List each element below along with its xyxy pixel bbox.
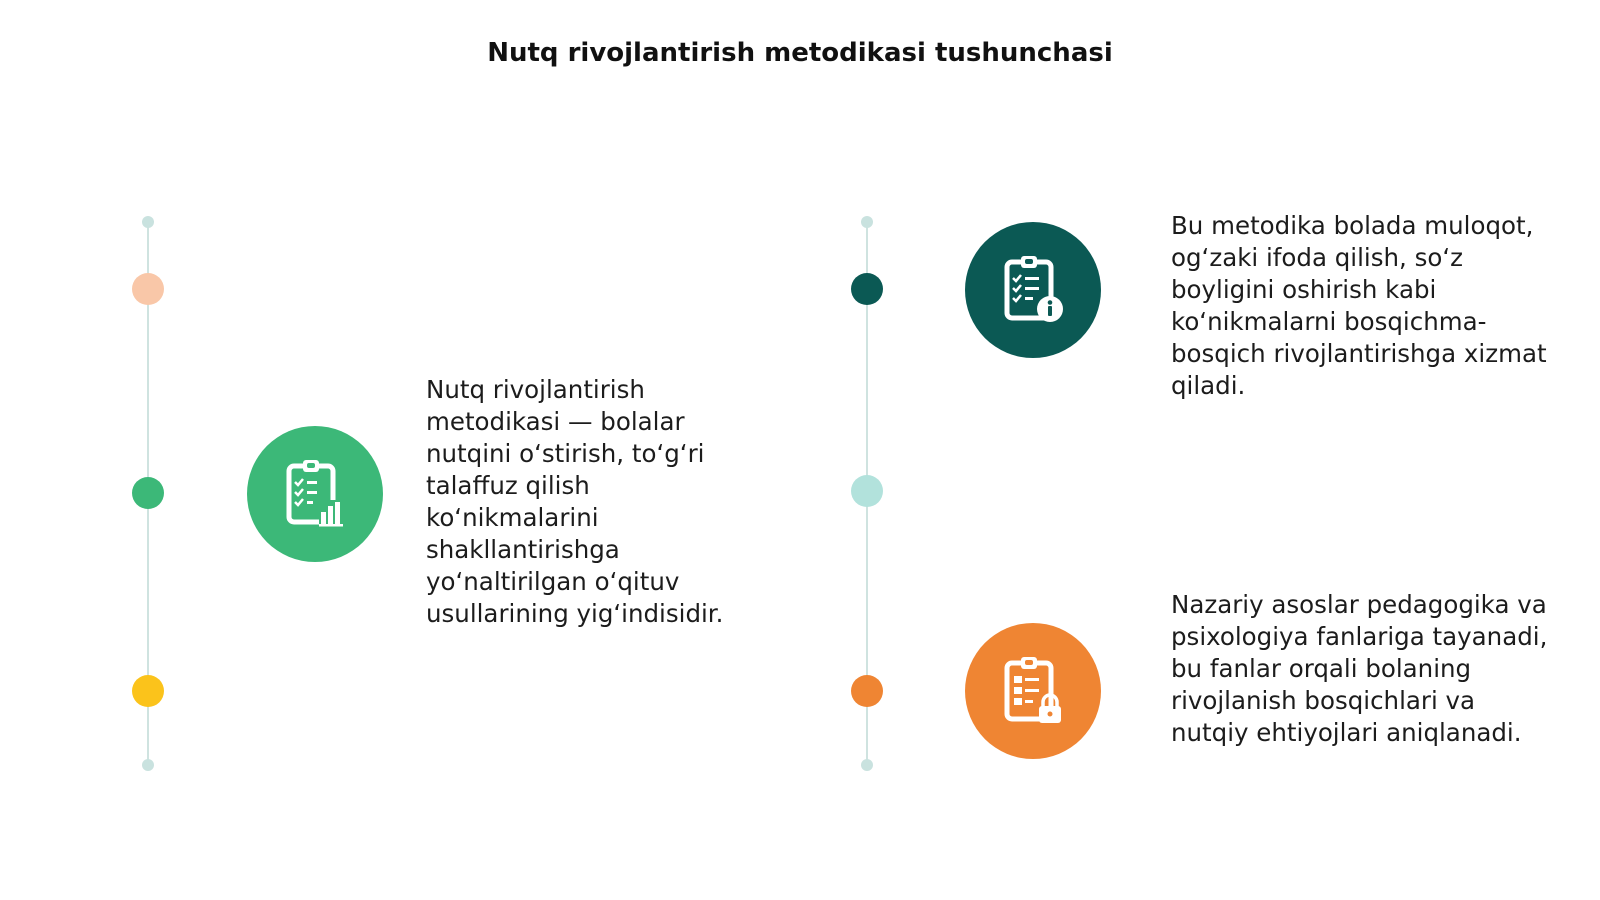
left-timeline-bottom-cap [142,759,154,771]
left-marker-green [132,477,164,509]
left-description: Nutq rivojlantirish metodikasi — bolalar nutqini o‘stirish, to‘g‘ri talaffuz qilish ko‘nikmalarini shakllantirishga yo‘naltirilgan o‘qituv usullarining yig‘indisidir. [426,375,724,628]
left-marker-peach [132,273,164,305]
left-badge [247,426,383,562]
right-timeline-top-cap [861,216,873,228]
clipboard-info-icon [995,252,1071,328]
right-marker-dark-teal [851,273,883,305]
clipboard-chart-icon [277,456,353,532]
right-bottom-badge [965,623,1101,759]
right-marker-mint [851,475,883,507]
right-top-badge [965,222,1101,358]
right-top-description: Bu metodika bolada muloqot, og‘zaki ifoda qilish, so‘z boyligini oshirish kabi ko‘nikmalarni bosqichma-bosqich rivojlantirishga xizmat qiladi. [1171,211,1547,400]
right-marker-orange [851,675,883,707]
page-title: Nutq rivojlantirish metodikasi tushunchasi [487,38,1113,68]
right-bottom-description: Nazariy asoslar pedagogika va psixologiya fanlariga tayanadi, bu fanlar orqali bolaning rivojlanish bosqichlari va nutqiy ehtiyojlari aniqlanadi. [1171,590,1548,747]
left-timeline-top-cap [142,216,154,228]
left-marker-yellow [132,675,164,707]
clipboard-lock-icon [995,653,1071,729]
right-timeline-bottom-cap [861,759,873,771]
